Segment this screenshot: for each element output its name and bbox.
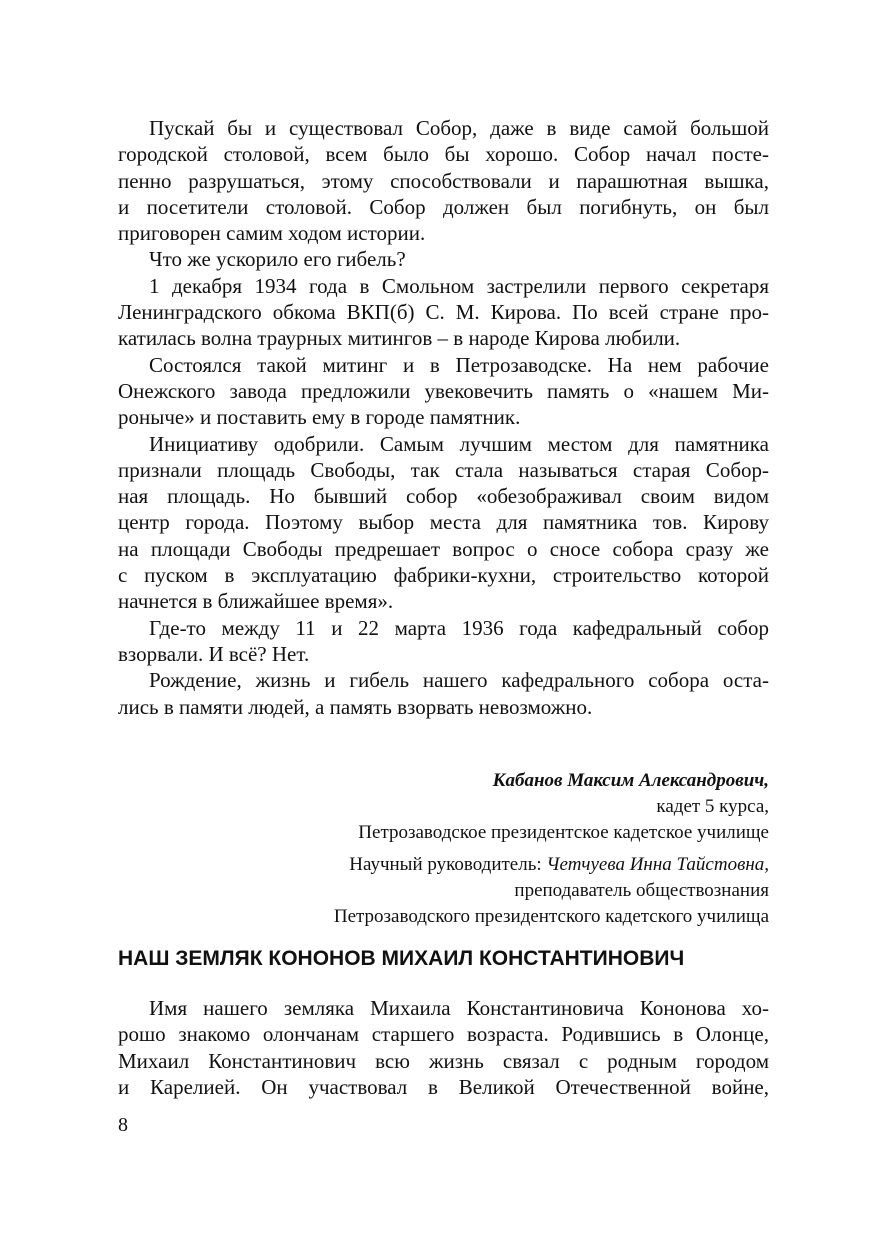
section-heading: НАШ ЗЕМЛЯК КОНОНОВ МИХАИЛ КОНСТАНТИНОВИЧ bbox=[118, 947, 685, 970]
paragraph-line: взорвали. И всё? Нет. bbox=[118, 641, 310, 666]
paragraph-line: Имя нашего земляка Михаила Константиновича Кононова хо- bbox=[149, 996, 769, 1020]
paragraph-line: Где-то между 11 и 22 марта 1936 года кафедральный собор bbox=[149, 615, 769, 640]
page-number: 8 bbox=[118, 1114, 128, 1136]
paragraph-line: признали площадь Свободы, так стала называться старая Собор- bbox=[118, 457, 769, 482]
supervisor-school: Петрозаводского президентского кадетского училища bbox=[333, 905, 769, 927]
article-body bbox=[118, 115, 769, 930]
paragraph-line: Онежского завода предложили увековечить память о «нашем Ми- bbox=[118, 378, 769, 403]
supervisor-name: Четчуева Инна Тайстовна, bbox=[546, 853, 769, 875]
paragraph-line: Рождение, жизнь и гибель нашего кафедрального собора оста- bbox=[149, 668, 769, 693]
paragraph-line: Михаил Константинович всю жизнь связал с родным городом bbox=[118, 1048, 769, 1073]
paragraph-line: катилась волна траурных митингов – в народе Кирова любили. bbox=[118, 326, 681, 351]
paragraph-line: Пускай бы и существовал Собор, даже в виде самой большой bbox=[149, 116, 769, 140]
paragraph-line: Инициативу одобрили. Самым лучшим местом для памятника bbox=[149, 431, 769, 456]
supervisor-line bbox=[118, 852, 769, 878]
article-body-2 bbox=[118, 995, 769, 1100]
paragraph-line: и посетители столовой. Собор должен был погибнуть, он был bbox=[118, 194, 769, 219]
paragraph-line: начнется в ближайшее время». bbox=[118, 589, 394, 614]
supervisor-role: преподаватель обществознания bbox=[514, 879, 769, 901]
paragraph-line: рошо знакомо олончанам старшего возраста. Родившись в Олонце, bbox=[118, 1022, 769, 1047]
author-position: кадет 5 курса, bbox=[656, 795, 769, 817]
paragraph-line: и Карелией. Он участвовал в Великой Отечественной войне, bbox=[118, 1074, 769, 1099]
signature-block bbox=[118, 768, 769, 930]
paragraph-line: ная площадь. Но бывший собор «обезображивал своим видом bbox=[118, 484, 769, 509]
paragraph-line: Ленинградского обкома ВКП(б) С. М. Кирова. По всей стране про- bbox=[118, 300, 769, 325]
author-name: Кабанов Максим Александрович, bbox=[492, 769, 769, 791]
supervisor-prefix: Научный руководитель: bbox=[349, 853, 547, 875]
paragraph-line: Что же ускорило его гибель? bbox=[149, 247, 406, 272]
paragraph-line: лись в памяти людей, а память взорвать невозможно. bbox=[118, 694, 593, 719]
paragraph-line: роныче» и поставить ему в городе памятник. bbox=[118, 405, 521, 430]
author-school: Петрозаводское президентское кадетское училище bbox=[358, 821, 769, 843]
paragraph-line: на площади Свободы предрешает вопрос о сносе собора сразу же bbox=[118, 536, 769, 561]
paragraph-line: 1 декабря 1934 года в Смольном застрелили первого секретаря bbox=[149, 273, 769, 298]
paragraph-line: пенно разрушаться, этому способствовали и парашютная вышка, bbox=[118, 168, 769, 193]
spacer bbox=[118, 720, 769, 768]
paragraph-line: Состоялся такой митинг и в Петрозаводске. На нем рабочие bbox=[149, 352, 769, 377]
paragraph-line: приговорен самим ходом истории. bbox=[118, 221, 426, 246]
paragraph-line: центр города. Поэтому выбор места для памятника тов. Кирову bbox=[118, 510, 769, 535]
paragraph-line: с пуском в эксплуатацию фабрики-кухни, строительство которой bbox=[118, 563, 769, 588]
paragraph-line: городской столовой, всем было бы хорошо. Собор начал посте- bbox=[118, 142, 769, 167]
